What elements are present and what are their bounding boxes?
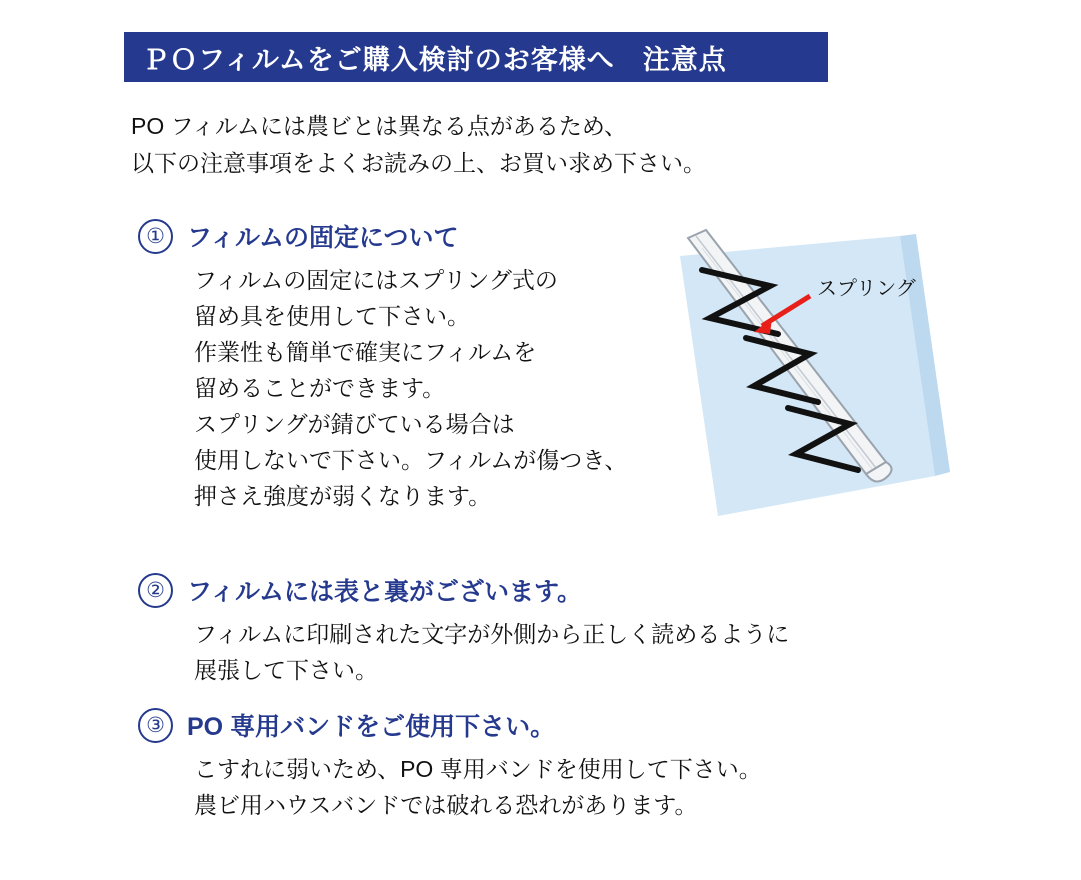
section-1-line-7: 押さえ強度が弱くなります。 bbox=[194, 483, 492, 509]
intro-line-1: PO フィルムには農ビとは異なる点があるため、 bbox=[131, 113, 627, 139]
section-2-heading bbox=[138, 572, 958, 608]
section-1-line-6: 使用しないで下さい。フィルムが傷つき、 bbox=[194, 447, 628, 473]
section-po-band bbox=[138, 707, 958, 823]
section-3-heading bbox=[138, 707, 958, 743]
section-1-heading bbox=[138, 218, 658, 254]
section-2-line-1: フィルムに印刷された文字が外側から正しく読めるように bbox=[194, 621, 790, 647]
section-1-line-2: 留め具を使用して下さい。 bbox=[194, 303, 470, 329]
section-film-front-back bbox=[138, 572, 958, 688]
intro-line-2: 以下の注意事項をよくお読みの上、お買い求め下さい。 bbox=[131, 150, 706, 176]
section-3-number: ③ bbox=[138, 708, 173, 743]
section-2-body bbox=[194, 616, 958, 688]
section-film-fixing bbox=[138, 218, 658, 514]
spring-label: スプリング bbox=[817, 278, 916, 300]
section-3-body bbox=[194, 751, 958, 823]
section-1-body bbox=[194, 262, 658, 514]
section-3-line-2: 農ビ用ハウスバンドでは破れる恐れがあります。 bbox=[194, 792, 698, 818]
page-title: ＰＯフィルムをご購入検討のお客様へ 注意点 bbox=[142, 44, 727, 75]
section-2-title: フィルムには表と裏がございます。 bbox=[187, 578, 583, 606]
section-1-line-3: 作業性も簡単で確実にフィルムを bbox=[194, 339, 537, 365]
section-1-number: ① bbox=[138, 219, 173, 254]
section-3-title: PO 専用バンドをご使用下さい。 bbox=[187, 713, 556, 741]
intro-paragraph bbox=[131, 108, 851, 182]
section-1-line-5: スプリングが錆びている場合は bbox=[194, 411, 515, 437]
section-1-line-4: 留めることができます。 bbox=[194, 375, 446, 401]
section-1-line-1: フィルムの固定にはスプリング式の bbox=[194, 267, 558, 293]
spring-clip-diagram bbox=[650, 226, 980, 536]
spring-clip-illustration bbox=[650, 226, 980, 536]
section-2-number: ② bbox=[138, 573, 173, 608]
section-3-line-1: こすれに弱いため、PO 専用バンドを使用して下さい。 bbox=[194, 756, 762, 782]
page-title-bar bbox=[124, 32, 828, 82]
section-1-title: フィルムの固定について bbox=[187, 224, 459, 252]
section-2-line-2: 展張して下さい。 bbox=[194, 657, 378, 683]
